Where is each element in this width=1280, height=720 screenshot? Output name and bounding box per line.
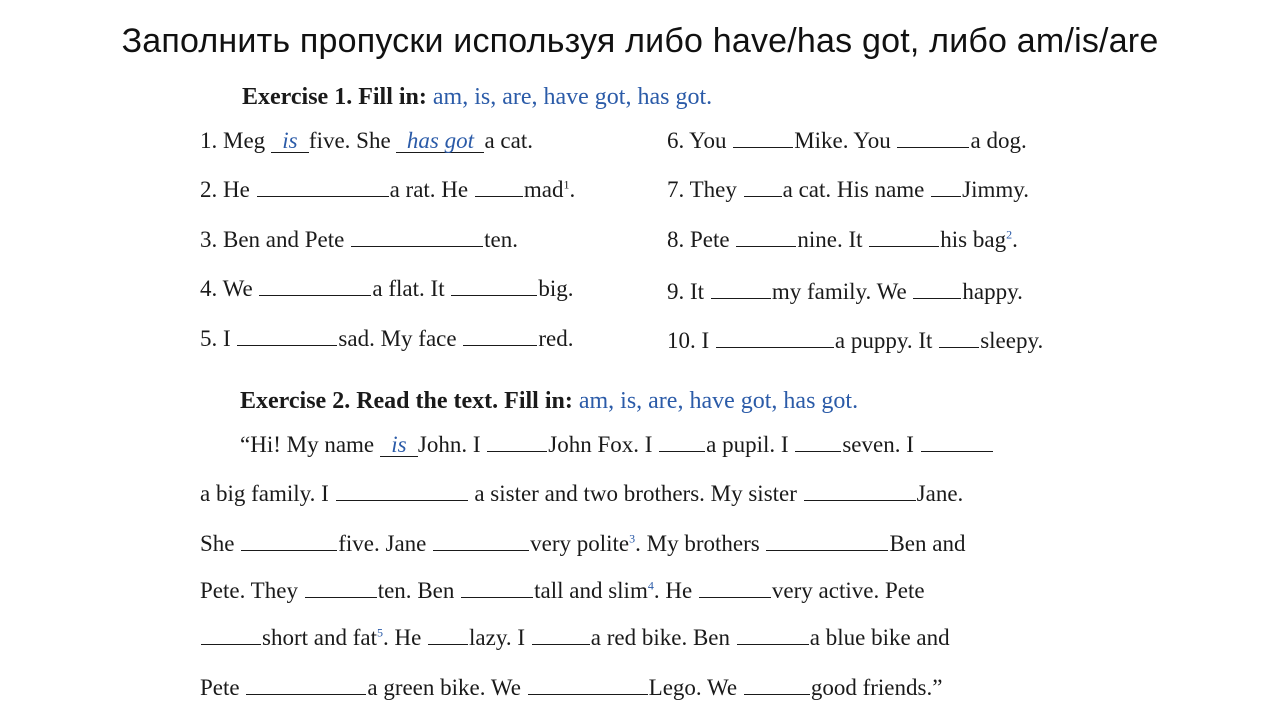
sentence-text: We [222, 276, 253, 301]
sentence-text: a rat. He [389, 177, 469, 202]
sentence-text: happy. [962, 279, 1023, 304]
text-line-5 [200, 624, 950, 652]
exercise-2-word-list: am, is, are, have got, has got. [578, 388, 859, 414]
text-line-4 [200, 577, 925, 605]
text-segment: . He [382, 625, 422, 650]
blank-line [737, 624, 809, 645]
sentence-text: They [689, 177, 737, 202]
sentence-text: five. She [308, 128, 391, 153]
sentence-text: ten. [484, 227, 518, 252]
text-segment: John Fox. I [548, 432, 653, 457]
blank-line [487, 431, 547, 452]
blank-line [744, 674, 810, 695]
blank-line [246, 674, 366, 695]
text-segment: a blue bike and [809, 625, 950, 650]
sentence-text: Ben and Pete [223, 227, 345, 252]
blank-line [869, 226, 939, 247]
item-number: 1. [200, 128, 218, 153]
blank-line [351, 226, 483, 247]
sentence-text: You [689, 128, 727, 153]
sentence-text: my family. We [771, 279, 907, 304]
item-number: 10. [667, 328, 696, 353]
blank-line [451, 275, 537, 296]
text-segment: . He [653, 578, 693, 603]
text-segment: Ben [417, 578, 455, 603]
blank-line [897, 127, 969, 148]
blank-line [528, 674, 648, 695]
text-segment: seven. I [842, 432, 914, 457]
text-segment: good friends.” [810, 675, 943, 700]
item-number: 5. [200, 326, 218, 351]
sentence-4 [200, 275, 573, 303]
blank-line [433, 530, 529, 551]
blank-line [475, 176, 523, 197]
text-line-2 [200, 480, 963, 508]
blank-line [257, 176, 389, 197]
item-number: 8. [667, 227, 685, 252]
text-segment: a sister and two brothers. My sister [474, 481, 797, 506]
sentence-text: Meg [223, 128, 266, 153]
sentence-text: mad [523, 177, 564, 202]
sentence-3 [200, 226, 518, 254]
text-segment: very polite [530, 531, 630, 556]
sentence-text: I [223, 326, 231, 351]
exercise-2-title: Exercise 2. Read the text. Fill in: [240, 388, 573, 414]
blank-line [931, 176, 961, 197]
footnote-marker: 5 [376, 625, 383, 640]
sentence-text: a cat. [484, 128, 533, 153]
text-segment: . My brothers [635, 531, 760, 556]
text-segment: a green bike. We [367, 675, 521, 700]
text-segment: John. I [417, 432, 481, 457]
blank-line [259, 275, 371, 296]
blank-line [744, 176, 782, 197]
item-number: 9. [667, 279, 685, 304]
item-number: 2. [200, 177, 218, 202]
footnote-marker: 1 [563, 177, 570, 192]
sentence-text: He [223, 177, 250, 202]
sentence-5 [200, 325, 573, 353]
blank-line [305, 577, 377, 598]
text-segment: Lego. We [648, 675, 738, 700]
text-segment: very active. Pete [771, 578, 925, 603]
blank-line [237, 325, 337, 346]
item-number: 6. [667, 128, 685, 153]
text-line-6 [200, 674, 942, 702]
blank-line [795, 431, 841, 452]
slide-title: Заполнить пропуски используя либо have/has got, либо am/is/are [121, 22, 1159, 60]
blank-line [336, 480, 468, 501]
text-segment: a pupil. I [706, 432, 789, 457]
blank-line [913, 278, 961, 299]
sentence-text: red. [538, 326, 574, 351]
sentence-text: Mike. You [794, 128, 891, 153]
item-number: 4. [200, 276, 218, 301]
sentence-text: his bag [940, 227, 1007, 252]
blank-line [428, 624, 468, 645]
sentence-text: big. [538, 276, 574, 301]
sentence-text: a puppy. It [834, 328, 933, 353]
sentence-text: sad. My face [338, 326, 457, 351]
item-number: 7. [667, 177, 685, 202]
sentence-text: Jimmy. [962, 177, 1030, 202]
text-segment: lazy. I [469, 625, 526, 650]
text-segment: ten. [377, 578, 412, 603]
footnote-marker: 4 [647, 578, 654, 593]
blank-line [804, 480, 916, 501]
sentence-9 [667, 278, 1023, 306]
blank-line [699, 577, 771, 598]
text-segment: She [200, 531, 235, 556]
blank-line [733, 127, 793, 148]
sentence-6 [667, 127, 1027, 155]
sentence-1 [200, 127, 533, 155]
blank-line [241, 530, 337, 551]
text-segment: Pete [200, 675, 240, 700]
sentence-text: a cat. His name [782, 177, 925, 202]
text-segment: “Hi! My name [240, 432, 375, 457]
blank-line [461, 577, 533, 598]
sentence-7 [667, 176, 1029, 204]
sentence-text: . [1012, 227, 1018, 252]
exercise-1-heading [242, 84, 712, 111]
sentence-text: Pete [690, 227, 730, 252]
footnote-marker: 3 [629, 531, 636, 546]
exercise-1-word-list: am, is, are, have got, has got. [432, 84, 713, 110]
blank-line [716, 327, 834, 348]
text-segment: five. Jane [338, 531, 427, 556]
blank-line [201, 624, 261, 645]
sentence-8 [667, 226, 1018, 254]
sentence-text: . [569, 177, 576, 202]
text-segment: tall and slim [534, 578, 648, 603]
text-segment: a red bike. Ben [590, 625, 731, 650]
text-segment: Jane. [916, 481, 964, 506]
sentence-text: It [690, 279, 705, 304]
item-number: 3. [200, 227, 218, 252]
blank-line [711, 278, 771, 299]
text-segment: short and fat [262, 625, 377, 650]
sentence-text: I [701, 328, 710, 353]
text-line-1 [240, 431, 994, 459]
blank-line [736, 226, 796, 247]
blank-line [463, 325, 537, 346]
text-segment: Ben and [889, 531, 966, 556]
exercise-1-title: Exercise 1. Fill in: [242, 84, 427, 110]
blank-line [532, 624, 590, 645]
answer-filled: has got [396, 130, 484, 153]
text-segment: a big family. I [200, 481, 329, 506]
answer-filled: is [271, 130, 309, 153]
text-line-3 [200, 530, 965, 558]
blank-line [659, 431, 705, 452]
sentence-text: sleepy. [980, 328, 1044, 353]
sentence-text: a dog. [970, 128, 1027, 153]
blank-line [939, 327, 979, 348]
blank-line [921, 431, 993, 452]
sentence-text: nine. It [797, 227, 863, 252]
sentence-2 [200, 176, 575, 204]
answer-filled: is [380, 434, 418, 457]
blank-line [766, 530, 888, 551]
exercise-2-heading [240, 388, 858, 415]
sentence-text: a flat. It [372, 276, 445, 301]
footnote-marker: 2 [1006, 227, 1013, 242]
text-segment: Pete. They [200, 578, 298, 603]
sentence-10 [667, 327, 1043, 355]
